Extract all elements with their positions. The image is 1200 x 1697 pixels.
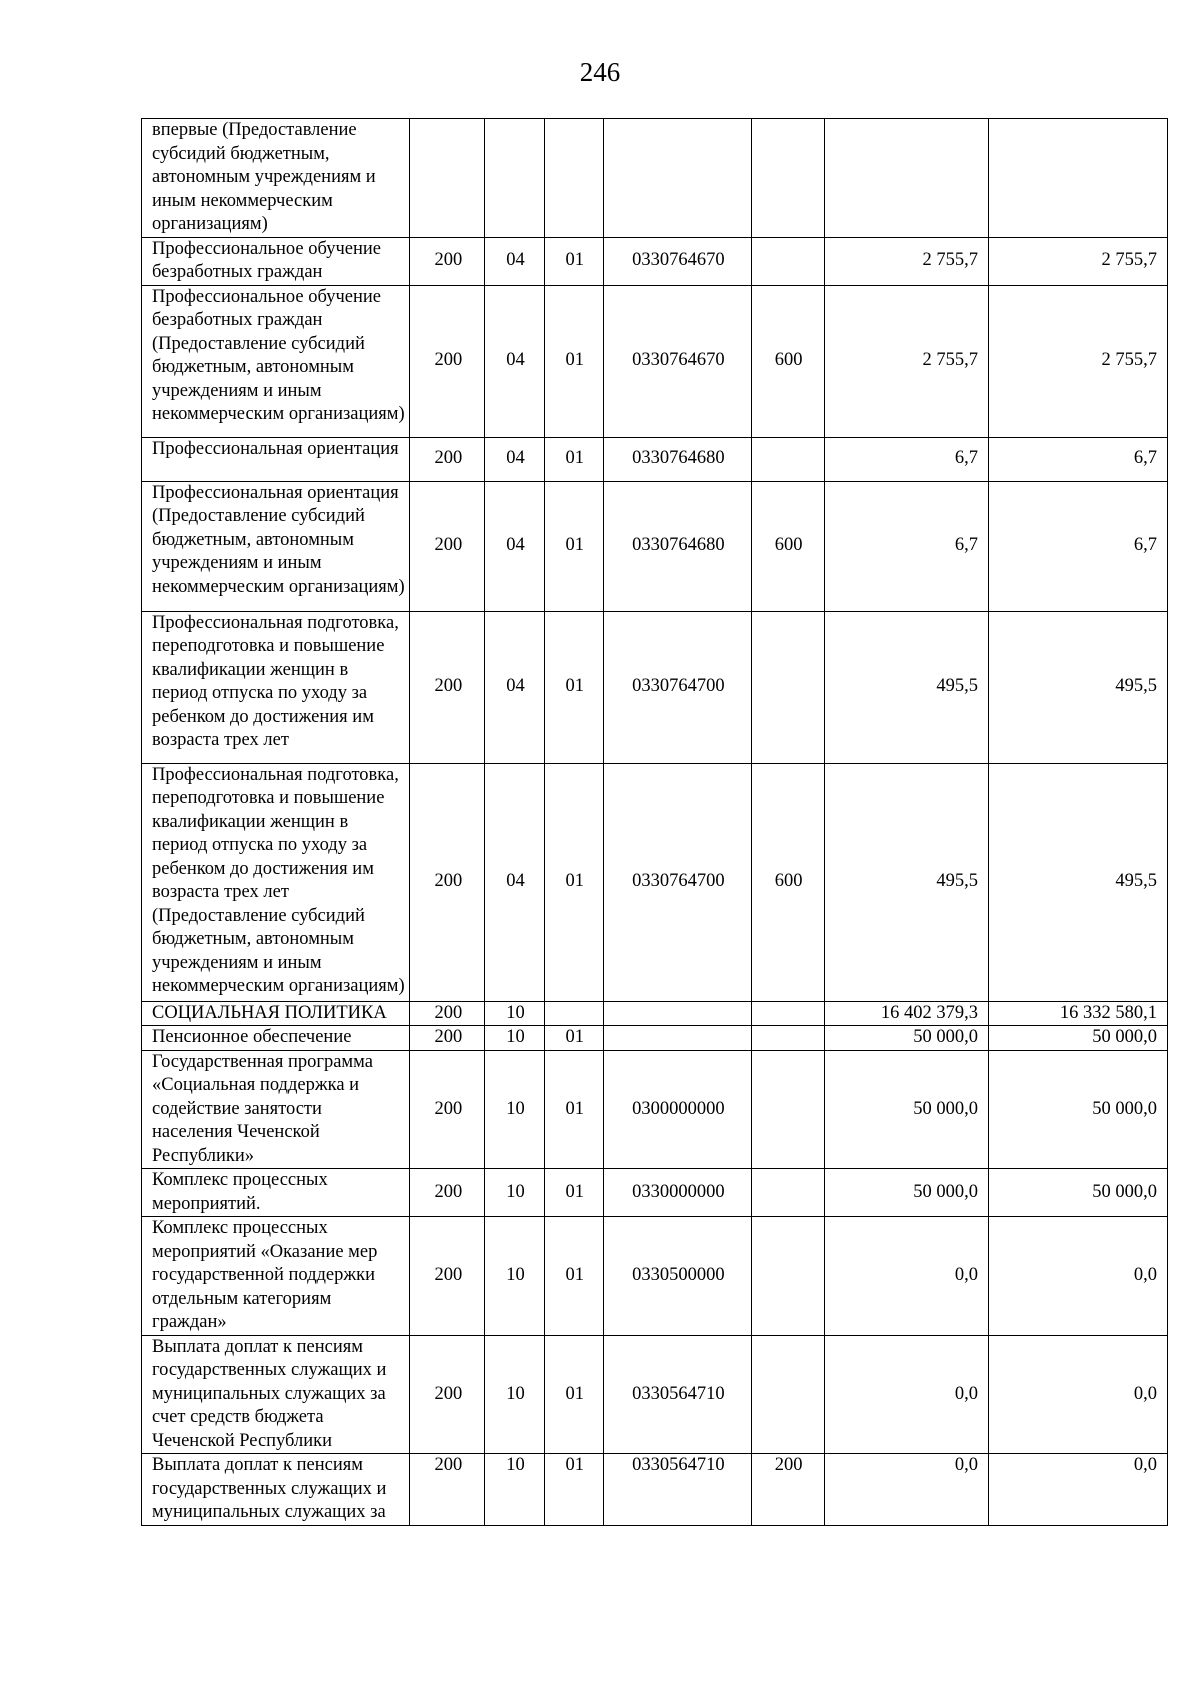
ministry-code-cell: 200 (410, 763, 485, 1001)
subsection-code-cell: 01 (544, 481, 603, 611)
expense-type-cell (751, 1050, 824, 1169)
section-code-cell: 04 (485, 763, 544, 1001)
amount-year1-cell: 495,5 (824, 763, 988, 1001)
amount-year2-cell: 16 332 580,1 (988, 1001, 1167, 1026)
amount-year2-cell: 495,5 (988, 611, 1167, 763)
amount-year2-cell: 2 755,7 (988, 237, 1167, 285)
row-name-cell: Профессиональная подготовка, переподготовка и повышение квалификации женщин в период отпуска по уходу за ребенком до достижения им возраста трех лет (Предоставление субсидий бюджетным, автономным учреждениям и иным некоммерческим организациям) (142, 763, 410, 1001)
section-code-cell: 10 (485, 1169, 544, 1217)
amount-year2-cell: 0,0 (988, 1217, 1167, 1336)
table-row (142, 437, 1168, 481)
amount-year2-cell: 6,7 (988, 437, 1167, 481)
amount-year1-cell: 50 000,0 (824, 1026, 988, 1051)
expense-type-cell (751, 237, 824, 285)
target-article-cell: 0330764680 (603, 481, 751, 611)
section-code-cell (485, 119, 544, 238)
ministry-code-cell: 200 (410, 611, 485, 763)
subsection-code-cell: 01 (544, 1217, 603, 1336)
amount-year2-cell: 0,0 (988, 1454, 1167, 1526)
target-article-cell: 0300000000 (603, 1050, 751, 1169)
subsection-code-cell: 01 (544, 1050, 603, 1169)
expense-type-cell (751, 1169, 824, 1217)
expense-type-cell (751, 1217, 824, 1336)
subsection-code-cell: 01 (544, 237, 603, 285)
row-name-cell: Государственная программа «Социальная поддержка и содействие занятости населения Чеченской Республики» (142, 1050, 410, 1169)
target-article-cell: 0330764700 (603, 611, 751, 763)
row-name-cell: впервые (Предоставление субсидий бюджетным, автономным учреждениям и иным некоммерческим организациям) (142, 119, 410, 238)
row-name-cell: Профессиональное обучение безработных граждан (142, 237, 410, 285)
ministry-code-cell: 200 (410, 237, 485, 285)
target-article-cell: 0330500000 (603, 1217, 751, 1336)
page-number: 246 (579, 57, 621, 87)
expense-type-cell: 600 (751, 285, 824, 437)
subsection-code-cell: 01 (544, 1454, 603, 1526)
amount-year1-cell: 50 000,0 (824, 1050, 988, 1169)
section-code-cell: 04 (485, 437, 544, 481)
table-row (142, 1217, 1168, 1336)
table-row (142, 481, 1168, 611)
amount-year2-cell: 50 000,0 (988, 1169, 1167, 1217)
table-row (142, 285, 1168, 437)
expense-type-cell (751, 611, 824, 763)
row-name-cell: Профессиональная ориентация (Предоставление субсидий бюджетным, автономным учреждениям и иным некоммерческим организациям) (142, 481, 410, 611)
amount-year1-cell: 50 000,0 (824, 1169, 988, 1217)
target-article-cell: 0330764700 (603, 763, 751, 1001)
table-row (142, 611, 1168, 763)
amount-year1-cell: 0,0 (824, 1335, 988, 1454)
amount-year1-cell: 0,0 (824, 1217, 988, 1336)
target-article-cell (603, 1026, 751, 1051)
expense-type-cell (751, 119, 824, 238)
ministry-code-cell: 200 (410, 1026, 485, 1051)
section-code-cell: 04 (485, 611, 544, 763)
amount-year1-cell: 6,7 (824, 481, 988, 611)
target-article-cell: 0330764670 (603, 285, 751, 437)
ministry-code-cell: 200 (410, 1001, 485, 1026)
target-article-cell: 0330564710 (603, 1335, 751, 1454)
section-code-cell: 10 (485, 1001, 544, 1026)
ministry-code-cell: 200 (410, 481, 485, 611)
table-row (142, 1050, 1168, 1169)
amount-year1-cell: 0,0 (824, 1454, 988, 1526)
section-code-cell: 10 (485, 1050, 544, 1169)
ministry-code-cell: 200 (410, 1169, 485, 1217)
table-row (142, 237, 1168, 285)
expense-type-cell (751, 1026, 824, 1051)
section-code-cell: 04 (485, 285, 544, 437)
row-name-cell: СОЦИАЛЬНАЯ ПОЛИТИКА (142, 1001, 410, 1026)
amount-year1-cell (824, 119, 988, 238)
expense-type-cell (751, 1001, 824, 1026)
amount-year2-cell: 6,7 (988, 481, 1167, 611)
section-code-cell: 10 (485, 1217, 544, 1336)
table-row (142, 1169, 1168, 1217)
table-row (142, 1454, 1168, 1526)
amount-year2-cell: 495,5 (988, 763, 1167, 1001)
row-name-cell: Комплекс процессных мероприятий «Оказание мер государственной поддержки отдельным категориям граждан» (142, 1217, 410, 1336)
subsection-code-cell: 01 (544, 1169, 603, 1217)
section-code-cell: 04 (485, 237, 544, 285)
budget-table-body (142, 119, 1168, 1526)
target-article-cell (603, 119, 751, 238)
target-article-cell: 0330000000 (603, 1169, 751, 1217)
row-name-cell: Пенсионное обеспечение (142, 1026, 410, 1051)
amount-year2-cell: 50 000,0 (988, 1050, 1167, 1169)
subsection-code-cell (544, 1001, 603, 1026)
table-row (142, 1001, 1168, 1026)
target-article-cell: 0330764680 (603, 437, 751, 481)
ministry-code-cell: 200 (410, 285, 485, 437)
table-row (142, 1335, 1168, 1454)
budget-table (141, 118, 1168, 1526)
target-article-cell: 0330564710 (603, 1454, 751, 1526)
amount-year2-cell: 50 000,0 (988, 1026, 1167, 1051)
expense-type-cell: 600 (751, 481, 824, 611)
row-name-cell: Комплекс процессных мероприятий. (142, 1169, 410, 1217)
amount-year2-cell (988, 119, 1167, 238)
ministry-code-cell: 200 (410, 437, 485, 481)
target-article-cell: 0330764670 (603, 237, 751, 285)
amount-year2-cell: 0,0 (988, 1335, 1167, 1454)
amount-year1-cell: 2 755,7 (824, 237, 988, 285)
section-code-cell: 10 (485, 1026, 544, 1051)
table-row (142, 763, 1168, 1001)
table-row (142, 119, 1168, 238)
amount-year1-cell: 16 402 379,3 (824, 1001, 988, 1026)
section-code-cell: 10 (485, 1335, 544, 1454)
amount-year1-cell: 495,5 (824, 611, 988, 763)
expense-type-cell: 600 (751, 763, 824, 1001)
amount-year2-cell: 2 755,7 (988, 285, 1167, 437)
ministry-code-cell (410, 119, 485, 238)
section-code-cell: 04 (485, 481, 544, 611)
row-name-cell: Выплата доплат к пенсиям государственных служащих и муниципальных служащих за счет средств бюджета Чеченской Республики (142, 1335, 410, 1454)
subsection-code-cell: 01 (544, 285, 603, 437)
subsection-code-cell: 01 (544, 763, 603, 1001)
amount-year1-cell: 6,7 (824, 437, 988, 481)
row-name-cell: Профессиональная ориентация (142, 437, 410, 481)
row-name-cell: Профессиональная подготовка, переподготовка и повышение квалификации женщин в период отпуска по уходу за ребенком до достижения им возраста трех лет (142, 611, 410, 763)
subsection-code-cell: 01 (544, 1026, 603, 1051)
subsection-code-cell: 01 (544, 611, 603, 763)
row-name-cell: Профессиональное обучение безработных граждан (Предоставление субсидий бюджетным, автономным учреждениям и иным некоммерческим организациям) (142, 285, 410, 437)
expense-type-cell (751, 437, 824, 481)
subsection-code-cell: 01 (544, 1335, 603, 1454)
ministry-code-cell: 200 (410, 1454, 485, 1526)
subsection-code-cell: 01 (544, 437, 603, 481)
ministry-code-cell: 200 (410, 1217, 485, 1336)
expense-type-cell: 200 (751, 1454, 824, 1526)
ministry-code-cell: 200 (410, 1335, 485, 1454)
ministry-code-cell: 200 (410, 1050, 485, 1169)
section-code-cell: 10 (485, 1454, 544, 1526)
row-name-cell: Выплата доплат к пенсиям государственных служащих и муниципальных служащих за (142, 1454, 410, 1526)
table-row (142, 1026, 1168, 1051)
expense-type-cell (751, 1335, 824, 1454)
amount-year1-cell: 2 755,7 (824, 285, 988, 437)
subsection-code-cell (544, 119, 603, 238)
target-article-cell (603, 1001, 751, 1026)
